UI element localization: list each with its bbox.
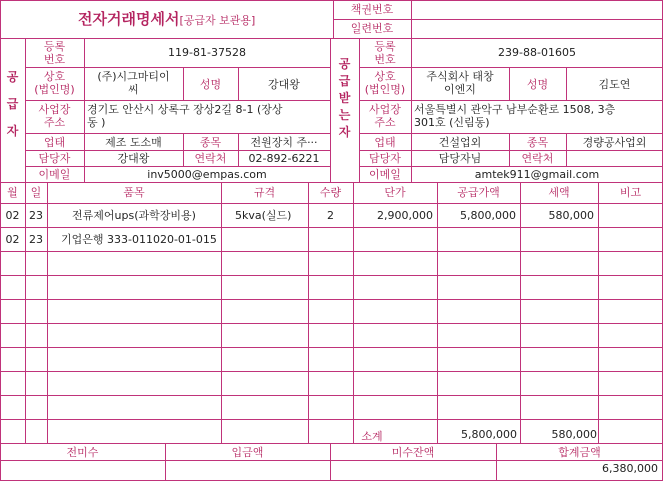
unpaid-prev-label: 전미수	[66, 446, 99, 459]
supplier-reg-value: 119-81-37528	[168, 46, 246, 59]
table-cell: 2	[327, 209, 334, 222]
supplier-email-label: 이메일	[38, 168, 71, 181]
buyer-biztype-value: 건설업외	[438, 136, 482, 149]
serial-no-label: 일련번호	[350, 22, 394, 35]
supplier-manager-value: 강대왕	[117, 152, 150, 165]
table-header-cell: 비고	[619, 186, 642, 199]
unpaid-balance-label: 미수잔액	[391, 446, 435, 459]
buyer-bizitem-label: 종목	[526, 136, 549, 149]
supplier-email-value: inv5000@empas.com	[147, 168, 267, 181]
buyer-manager-label: 담당자	[369, 152, 401, 165]
buyer-reg-value: 239-88-01605	[498, 46, 576, 59]
subtotal-tax: 580,000	[551, 428, 597, 441]
buyer-addr-label: 사업장 주소	[369, 103, 401, 129]
received-label: 입금액	[231, 446, 264, 459]
supplier-name-label: 상호 (법인명)	[34, 70, 75, 96]
table-header-cell: 단가	[384, 186, 406, 199]
table-header-cell: 수량	[319, 186, 342, 199]
table-header-cell: 규격	[253, 186, 276, 199]
table-header-cell: 품목	[123, 186, 145, 199]
supplier-rep-value: 강대왕	[268, 78, 300, 91]
supplier-bizitem-label: 종목	[199, 136, 222, 149]
buyer-rep-label: 성명	[526, 78, 549, 91]
supplier-biztype-value: 제조 도소매	[105, 136, 162, 149]
supplier-biztype-label: 업태	[43, 136, 66, 149]
table-header-cell: 일	[30, 186, 42, 199]
table-cell: 23	[29, 233, 43, 246]
table-cell: 전류제어ups(과학장비용)	[72, 209, 196, 222]
supplier-phone-value: 02-892-6221	[248, 152, 320, 165]
supplier-side-label: 공 급 자	[6, 70, 19, 138]
buyer-email-label: 이메일	[369, 168, 401, 181]
buyer-rep-value: 김도연	[598, 78, 631, 91]
buyer-bizitem-value: 경량공사업외	[582, 136, 647, 149]
subtotal-label: 소계	[361, 430, 383, 443]
book-no-label: 책권번호	[350, 3, 394, 16]
supplier-phone-label: 연락처	[194, 152, 227, 165]
buyer-email-value: amtek911@gmail.com	[474, 168, 600, 181]
buyer-name-label: 상호 (법인명)	[364, 70, 406, 96]
table-header-cell: 공급가액	[457, 186, 500, 199]
table-cell: 5,800,000	[460, 209, 516, 222]
buyer-reg-label: 등록 번호	[374, 40, 396, 66]
table-cell: 580,000	[548, 209, 594, 222]
subtotal-supply: 5,800,000	[461, 428, 517, 441]
table-cell: 기업은행 333-011020-01-015	[61, 233, 217, 246]
buyer-phone-label: 연락처	[521, 152, 554, 165]
supplier-manager-label: 담당자	[38, 152, 71, 165]
grand-total-value: 6,380,000	[602, 462, 658, 475]
table-header-cell: 월	[7, 186, 18, 199]
table-cell: 23	[29, 209, 43, 222]
table-cell: 02	[5, 233, 20, 246]
buyer-manager-value: 담당자님	[438, 152, 482, 165]
supplier-addr-value: 경기도 안산시 상록구 장상2길 8-1 (장상 동 )	[87, 103, 283, 129]
grand-total-label: 합계금액	[558, 446, 601, 459]
supplier-bizitem-value: 전원장치 주···	[250, 136, 318, 149]
table-cell: 02	[5, 209, 20, 222]
supplier-name-value: (주)시그마티이 씨	[97, 70, 170, 96]
table-cell: 5kva(실드)	[235, 209, 292, 222]
supplier-rep-label: 성명	[199, 78, 222, 91]
buyer-side-label: 공 급 받 는 자	[338, 57, 351, 139]
buyer-name-value: 주식회사 태창 이엔지	[426, 70, 494, 96]
table-cell: 2,900,000	[377, 209, 433, 222]
supplier-addr-label: 사업장 주소	[38, 103, 71, 129]
buyer-addr-value: 서울특별시 관악구 남부순환로 1508, 3층 301호 (신림동)	[414, 103, 616, 129]
buyer-biztype-label: 업태	[374, 136, 396, 149]
document-title: 전자거래명세서[공급자 보관용]	[78, 10, 256, 28]
table-header-cell: 세액	[548, 186, 570, 199]
supplier-reg-label: 등록 번호	[43, 40, 66, 66]
document-subtitle: [공급자 보관용]	[179, 14, 256, 27]
